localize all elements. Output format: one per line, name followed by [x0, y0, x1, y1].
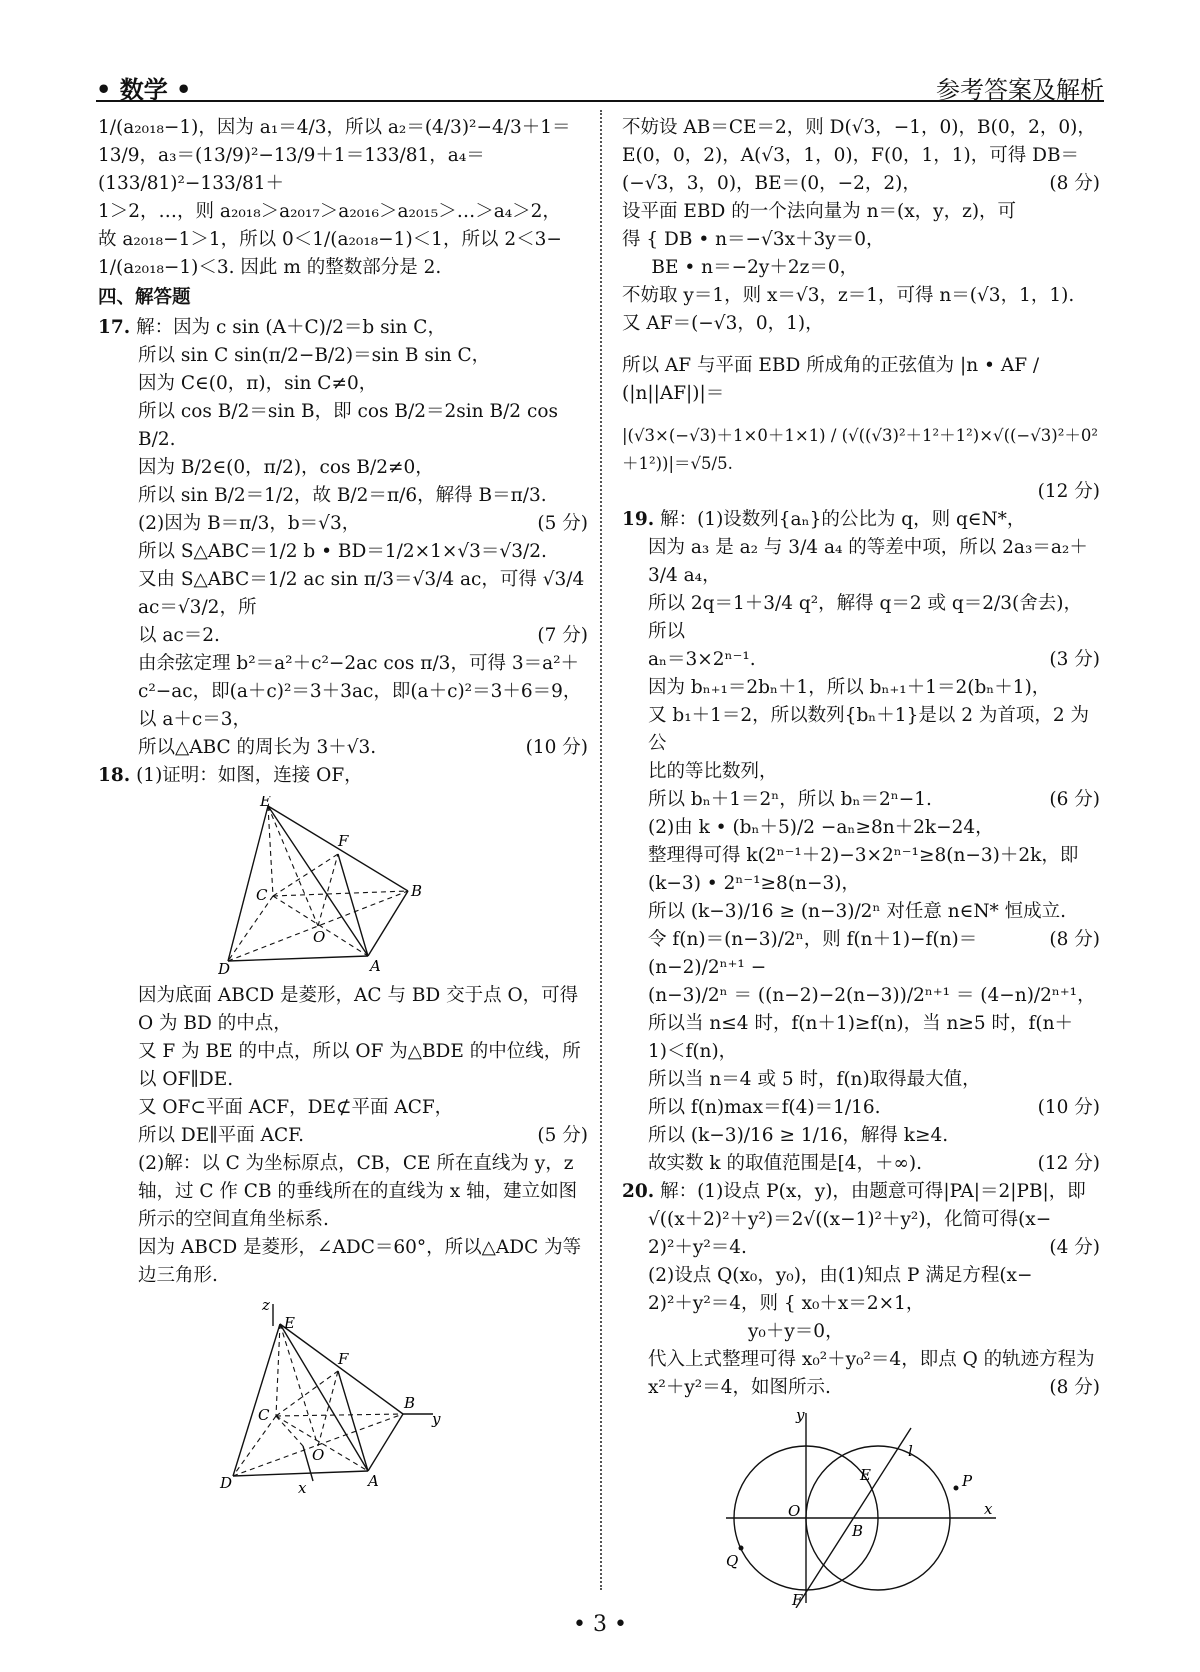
text-line: c²−ac，即(a＋c)²＝3＋3ac，即(a＋c)²＝3＋6＝9，: [138, 681, 582, 702]
text-line: 故 a₂₀₁₈−1＞1，所以 0＜1/(a₂₀₁₈−1)＜1，所以 2＜3−: [98, 229, 562, 250]
label-q: Q: [726, 1552, 739, 1570]
pyramid-figure-2: [218, 1296, 468, 1496]
text-line: 以 ac＝2.: [138, 625, 220, 646]
label-o: O: [788, 1502, 801, 1520]
text-line: 所以 (k−3)/16 ≥ 1/16，解得 k≥4.: [648, 1125, 949, 1146]
text-line: 所以△ABC 的周长为 3＋√3.: [138, 737, 377, 758]
question-number: 17.: [98, 317, 131, 338]
text-line: 所以 cos B/2＝sin B，即 cos B/2＝2sin B/2 cos B/2.: [138, 401, 564, 450]
text-line: x²＋y²＝4，如图所示.: [648, 1377, 831, 1398]
label-x: x: [984, 1500, 993, 1518]
label-c: C: [258, 1406, 270, 1424]
text-line: 所以 AF 与平面 EBD 所成角的正弦值为 |n • AF / (|n||AF|)|＝: [622, 355, 1046, 404]
text-line: 因为 ABCD 是菱形，∠ADC＝60°，所以△ADC 为等: [138, 1237, 582, 1258]
label-a: A: [370, 957, 381, 975]
text-line: 代入上式整理可得 x₀²＋y₀²＝4，即点 Q 的轨迹方程为: [648, 1349, 1095, 1370]
column-divider: [600, 110, 602, 1590]
text-line: 因为底面 ABCD 是菱形，AC 与 BD 交于点 O，可得: [138, 985, 579, 1006]
score: (8 分): [1049, 1377, 1100, 1398]
text-line: (1)证明：如图，连接 OF，: [136, 765, 363, 786]
label-d: D: [220, 1474, 233, 1492]
text-line: 所以 sin C sin(π/2−B/2)＝sin B sin C，: [138, 345, 491, 366]
question-number: 20.: [622, 1181, 655, 1202]
header-rule: [96, 100, 1104, 102]
text-line: 又由 S△ABC＝1/2 ac sin π/3＝√3/4 ac，可得 √3/4 ac＝√3/2，所: [138, 569, 591, 618]
page-number: • 3 •: [573, 1612, 627, 1637]
text-line: BE • n＝−2y＋2z＝0，: [622, 257, 859, 278]
score: (10 分): [525, 737, 588, 758]
score: (8 分): [1049, 929, 1100, 950]
text-line: 所以当 n≤4 时，f(n＋1)≥f(n)，当 n≥5 时，f(n＋: [648, 1013, 1074, 1034]
label-y: y: [432, 1410, 441, 1428]
text-line: 比的等比数列，: [648, 761, 778, 782]
text-line: 所以 (k−3)/16 ≥ (n−3)/2ⁿ 对任意 n∈N* 恒成立.: [648, 901, 1067, 922]
text-line: 因为 bₙ₊₁＝2bₙ＋1，所以 bₙ₊₁＋1＝2(bₙ＋1)，: [648, 677, 1051, 698]
text-line: 1/(a₂₀₁₈−1)＜3. 因此 m 的整数部分是 2.: [98, 257, 442, 278]
text-line: |(√3×(−√3)＋1×0＋1×1) / (√((√3)²＋1²＋1²)×√((−√3)²＋0²＋1²))|＝√5/5.: [622, 426, 1098, 473]
score: (6 分): [1049, 789, 1100, 810]
header-title: 参考答案及解析: [936, 76, 1104, 104]
question-18: [98, 762, 588, 1496]
score: (7 分): [537, 625, 588, 646]
text-line: 不妨取 y＝1，则 x＝√3，z＝1，可得 n＝(√3，1，1).: [622, 285, 1075, 306]
text-line: 故实数 k 的取值范围是[4，＋∞).: [648, 1153, 922, 1174]
label-b: B: [404, 1394, 416, 1412]
left-column: [98, 114, 591, 1502]
text-line: 解：因为 c sin (A＋C)/2＝b sin C，: [136, 317, 446, 338]
text-line: 又 OF⊂平面 ACF，DE⊄平面 ACF，: [138, 1097, 454, 1118]
label-f: F: [792, 1591, 803, 1608]
text-line: 由余弦定理 b²＝a²＋c²−2ac cos π/3，可得 3＝a²＋: [138, 653, 580, 674]
text-line: 因为 C∈(0，π)，sin C≠0，: [138, 373, 378, 394]
header-subject: • 数学 •: [96, 75, 192, 104]
label-l: l: [908, 1442, 913, 1460]
text-line: 所以 bₙ＋1＝2ⁿ，所以 bₙ＝2ⁿ−1.: [648, 789, 932, 810]
text-line: (−√3，3，0)，BE＝(0，−2，2)，: [622, 173, 921, 194]
right-column: [622, 114, 1100, 1614]
label-f: F: [338, 1350, 349, 1368]
question-number: 19.: [622, 509, 655, 530]
text-line: 设平面 EBD 的一个法向量为 n＝(x，y，z)，可: [622, 201, 1017, 222]
text-line: 2)²＋y²＝4，则 { x₀＋x＝2×1，: [648, 1293, 925, 1314]
text-line: 所示的空间直角坐标系.: [138, 1209, 329, 1230]
text-line: 轴，过 C 作 CB 的垂线所在的直线为 x 轴，建立如图: [138, 1181, 578, 1202]
text-line: 整理得可得 k(2ⁿ⁻¹＋2)−3×2ⁿ⁻¹≥8(n−3)＋2k，即: [648, 845, 1079, 866]
text-line: 1)＜f(n)，: [648, 1041, 738, 1062]
text-line: 以 a＋c＝3，: [138, 709, 252, 730]
text-line: 2)²＋y²＝4.: [648, 1237, 747, 1258]
score: (4 分): [1049, 1237, 1100, 1258]
text-line: O 为 BD 的中点，: [138, 1013, 292, 1034]
section-title: 四、解答题: [98, 287, 191, 308]
score: (12 分): [1037, 481, 1100, 502]
text-line: (k−3) • 2ⁿ⁻¹≥8(n−3)，: [648, 873, 860, 894]
text-line: 所以当 n＝4 或 5 时，f(n)取得最大值，: [648, 1069, 981, 1090]
text-line: 因为 a₃ 是 a₂ 与 3/4 a₄ 的等差中项，所以 2a₃＝a₂＋: [648, 537, 1088, 558]
text-line: 以 OF∥DE.: [138, 1069, 234, 1090]
text-line: (2)设点 Q(x₀，y₀)，由(1)知点 P 满足方程(x−: [648, 1265, 1033, 1286]
label-o: O: [312, 1446, 325, 1464]
label-e: E: [860, 1466, 871, 1484]
label-x: x: [298, 1479, 307, 1496]
text-line: aₙ＝3×2ⁿ⁻¹.: [648, 649, 756, 670]
question-20: [622, 1178, 1100, 1608]
text-line: 1＞2，…，则 a₂₀₁₈＞a₂₀₁₇＞a₂₀₁₆＞a₂₀₁₅＞…＞a₄＞2，: [98, 201, 561, 222]
text-line: 边三角形.: [138, 1265, 218, 1286]
label-o: O: [313, 928, 326, 946]
text-line: 又 b₁＋1＝2，所以数列{bₙ＋1}是以 2 为首项，2 为公: [648, 705, 1090, 754]
label-p: P: [962, 1472, 973, 1490]
text-line: 所以 f(n)max＝f(4)＝1/16.: [648, 1097, 881, 1118]
text-line: 得 { DB • n＝−√3x＋3y＝0，: [622, 229, 885, 250]
question-number: 18.: [98, 765, 131, 786]
text-line: 又 F 为 BE 的中点，所以 OF 为△BDE 的中位线，所: [138, 1041, 581, 1062]
text-line: (2)由 k • (bₙ＋5)/2 −aₙ≥8n＋2k−24，: [648, 817, 994, 838]
text-line: y₀＋y＝0，: [648, 1321, 844, 1342]
text-line: 因为 B/2∈(0，π/2)，cos B/2≠0，: [138, 457, 434, 478]
text-line: (n−3)/2ⁿ ＝ ((n−2)−2(n−3))/2ⁿ⁺¹ ＝ (4−n)/2ⁿ⁺¹，: [648, 985, 1096, 1006]
text-line: 不妨设 AB＝CE＝2，则 D(√3，−1，0)，B(0，2，0)，: [622, 117, 1096, 138]
text-line: √((x＋2)²＋y²)＝2√((x−1)²＋y²)，化简可得(x−: [648, 1209, 1052, 1230]
label-e: E: [260, 796, 271, 810]
text-line: 解：(1)设点 P(x，y)，由题意可得|PA|＝2|PB|，即: [660, 1181, 1086, 1202]
score: (5 分): [537, 1125, 588, 1146]
text-line: 又 AF＝(−√3，0，1)，: [622, 313, 824, 334]
text-line: 1/(a₂₀₁₈−1)，因为 a₁＝4/3，所以 a₂＝(4/3)²−4/3＋1＝: [98, 117, 571, 138]
label-z: z: [262, 1296, 270, 1314]
text-line: 所以 sin B/2＝1/2，故 B/2＝π/6，解得 B＝π/3.: [138, 485, 547, 506]
text-line: (2)因为 B＝π/3，b＝√3，: [138, 513, 361, 534]
score: (12 分): [1037, 1153, 1100, 1174]
text-line: 13/9，a₃＝(13/9)²−13/9＋1＝133/81，a₄＝(133/81)²−133/81＋: [98, 145, 485, 194]
label-f: F: [338, 832, 349, 850]
text-line: 解：(1)设数列{aₙ}的公比为 q，则 q∈N*，: [660, 509, 1026, 530]
text-line: (2)解：以 C 为坐标原点，CB，CE 所在直线为 y，z: [138, 1153, 574, 1174]
label-y: y: [796, 1408, 805, 1424]
pyramid-figure-1: [218, 796, 468, 976]
question-19: [622, 506, 1100, 1178]
text-line: 所以 S△ABC＝1/2 b • BD＝1/2×1×√3＝√3/2.: [138, 541, 547, 562]
score: (3 分): [1049, 649, 1100, 670]
label-b: B: [411, 882, 423, 900]
text-line: E(0，0，2)，A(√3，1，0)，F(0，1，1)，可得 DB＝: [622, 145, 1080, 166]
question-17: [98, 314, 591, 762]
score: (8 分): [1049, 173, 1100, 194]
text-line: 3/4 a₄，: [648, 565, 721, 586]
label-b: B: [852, 1522, 864, 1540]
circle-figure: [716, 1408, 1006, 1608]
label-a: A: [368, 1472, 379, 1490]
label-d: D: [218, 960, 231, 976]
text-line: 所以 DE∥平面 ACF.: [138, 1125, 304, 1146]
label-e: E: [284, 1314, 295, 1332]
score: (10 分): [1037, 1097, 1100, 1118]
label-c: C: [256, 886, 268, 904]
score: (5 分): [537, 513, 588, 534]
text-line: 令 f(n)＝(n−3)/2ⁿ，则 f(n＋1)−f(n)＝(n−2)/2ⁿ⁺¹ −: [648, 929, 978, 978]
text-line: 所以 2q＝1＋3/4 q²，解得 q＝2 或 q＝2/3(舍去)，所以: [648, 593, 1082, 642]
